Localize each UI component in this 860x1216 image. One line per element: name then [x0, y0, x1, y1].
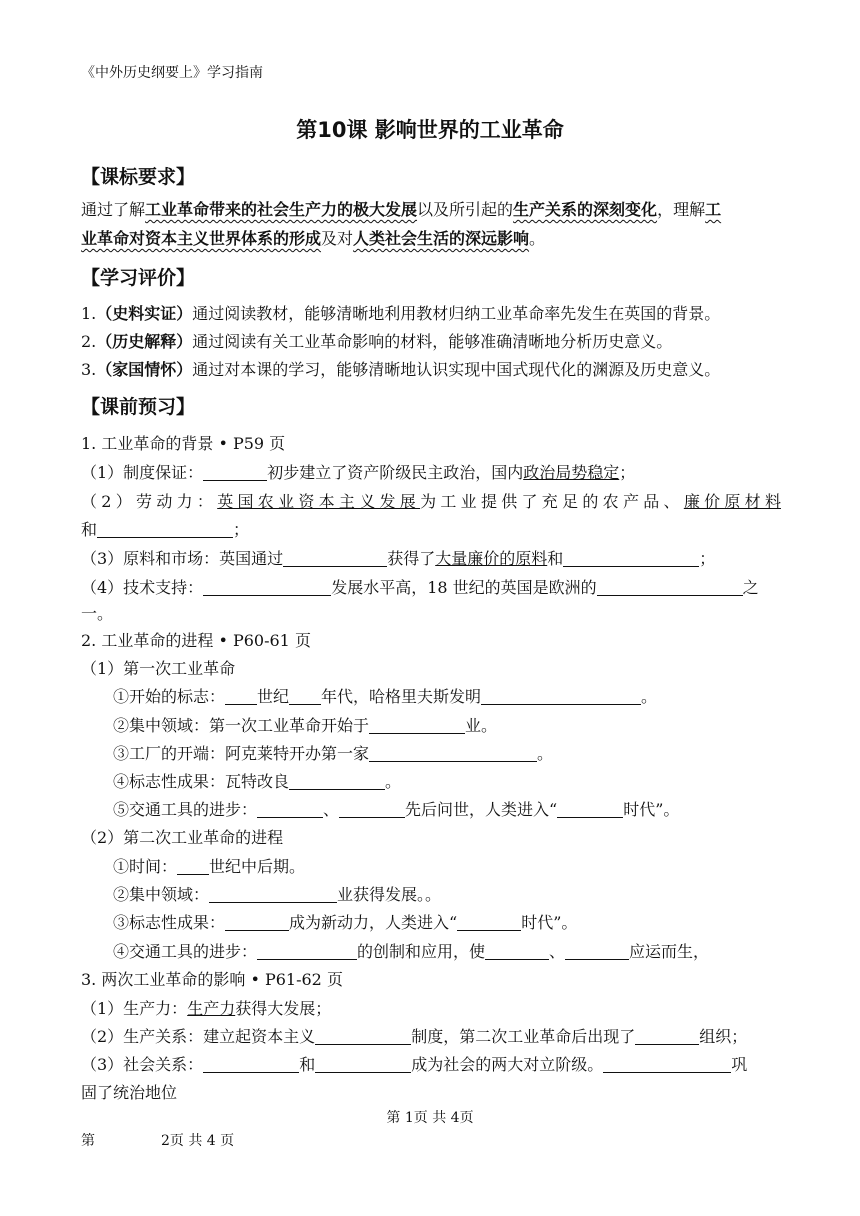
requirement-line-2	[81, 226, 545, 249]
q-text: ④标志性成果：瓦特改良	[113, 772, 290, 791]
section-heading-preview: 【课前预习】	[81, 396, 196, 418]
answer-blank[interactable]	[225, 688, 257, 705]
question-2-heading: 2. 工业革命的进程 • P60-61 页	[81, 631, 311, 650]
q2-2-line-4	[113, 939, 709, 962]
q-text: ③标志性成果：	[113, 913, 226, 932]
underlined-text: 大量廉价的原料	[435, 549, 548, 568]
item-number: 3.	[81, 360, 97, 379]
q-text: （3）原料和市场：英国通过	[81, 549, 284, 568]
q-text: （1）生产力：	[81, 999, 188, 1018]
q-text: （2）劳动力：	[81, 492, 218, 511]
question-1-heading: 1. 工业革命的背景 • P59 页	[81, 434, 286, 453]
q-text: 时代”。	[623, 800, 680, 819]
answer-blank[interactable]	[203, 579, 331, 596]
competency-tag: （史料实证）	[96, 304, 193, 323]
q1-line-4	[81, 575, 759, 598]
q-text: 、	[549, 942, 566, 961]
q-text: 应运而生，	[629, 942, 710, 961]
answer-blank[interactable]	[597, 579, 743, 596]
answer-blank[interactable]	[225, 914, 289, 931]
answer-blank[interactable]	[369, 717, 465, 734]
q-text: 世纪	[257, 687, 290, 706]
req-emphasis: 人类社会生活的深远影响	[353, 229, 530, 248]
q-text: 和	[299, 1055, 316, 1074]
q1-line-4-cont: 一。	[81, 604, 114, 623]
q2-1-line-4	[113, 769, 401, 792]
item-text: 通过阅读有关工业革命影响的材料，能够准确清晰地分析历史意义。	[192, 332, 673, 351]
q3-line-3	[81, 1052, 747, 1075]
answer-blank[interactable]	[315, 1028, 411, 1045]
q1-line-2-cont	[81, 517, 249, 540]
q-text: （2）生产关系：建立起资本主义	[81, 1027, 316, 1046]
q2-2-line-3	[113, 910, 577, 933]
page-footer-center: 第 1页 共 4页	[386, 1110, 474, 1126]
q-text: ③工厂的开端：阿克莱特开办第一家	[113, 744, 370, 763]
answer-blank[interactable]	[603, 1056, 731, 1073]
q-text: 业获得发展。。	[337, 885, 442, 904]
q-text: ；	[619, 463, 636, 482]
q-text: 巩	[731, 1055, 748, 1074]
q-text: 年代，哈格里夫斯发明	[321, 687, 482, 706]
item-text: 通过对本课的学习，能够清晰地认识实现中国式现代化的渊源及历史意义。	[192, 360, 721, 379]
competency-tag: （家国情怀）	[96, 360, 193, 379]
req-emphasis: 工业革命带来的社会生产力的极大发展	[145, 200, 418, 219]
q-text: 时代”。	[521, 913, 578, 932]
answer-blank[interactable]	[485, 943, 549, 960]
answer-blank[interactable]	[289, 688, 321, 705]
page-footer-left	[81, 1130, 95, 1150]
answer-blank[interactable]	[257, 801, 323, 818]
q-text: 组织；	[699, 1027, 748, 1046]
q2-sub-2-heading: （2）第二次工业革命的进程	[81, 828, 284, 847]
q-text: ①时间：	[113, 857, 178, 876]
answer-blank[interactable]	[257, 943, 357, 960]
q-text: 成为社会的两大对立阶级。	[411, 1055, 604, 1074]
q2-1-line-2	[113, 713, 497, 736]
q-text: （3）社会关系：	[81, 1055, 204, 1074]
answer-blank[interactable]	[203, 1056, 299, 1073]
q-text: ②集中领域：	[113, 885, 210, 904]
q-text: 的创制和应用，使	[357, 942, 486, 961]
answer-blank[interactable]	[635, 1028, 699, 1045]
q-text: ④交通工具的进步：	[113, 942, 258, 961]
q-text: 发展水平高，18 世纪的英国是欧洲的	[331, 578, 597, 597]
underlined-text: 英国农业资本主义发展	[217, 492, 421, 511]
req-emphasis: 工	[705, 200, 722, 219]
requirement-line-1	[81, 197, 721, 220]
answer-blank[interactable]	[339, 801, 405, 818]
q-text: ；	[699, 549, 716, 568]
q1-line-2	[81, 489, 781, 512]
lesson-title: 第10课 影响世界的工业革命	[296, 118, 564, 142]
q-text: 世纪中后期。	[209, 857, 306, 876]
footer-text: 第	[81, 1133, 95, 1149]
item-number: 2.	[81, 332, 97, 351]
req-text: 以及所引起的	[417, 200, 514, 219]
answer-blank[interactable]	[209, 886, 337, 903]
page-footer-left-count: 2页 共 4 页	[161, 1133, 235, 1149]
q-text: （1）制度保证：	[81, 463, 204, 482]
q1-line-1	[81, 460, 635, 483]
answer-blank[interactable]	[289, 773, 385, 790]
q-text: 成为新动力，人类进入“	[289, 913, 458, 932]
underlined-text: 廉价原材料	[683, 492, 781, 511]
item-number: 1.	[81, 304, 97, 323]
q-text: 获得了	[387, 549, 436, 568]
answer-blank[interactable]	[565, 943, 629, 960]
q-text: 初步建立了资产阶级民主政治，国内	[267, 463, 524, 482]
q2-1-line-3	[113, 741, 553, 764]
answer-blank[interactable]	[203, 464, 267, 481]
q1-line-3	[81, 546, 715, 569]
q-text: 制度，第二次工业革命后出现了	[411, 1027, 636, 1046]
competency-tag: （历史解释）	[96, 332, 193, 351]
q-text: ①开始的标志：	[113, 687, 226, 706]
q-text: 为工业提供了充足的农产品、	[420, 492, 684, 511]
underlined-text: 政治局势稳定	[523, 463, 620, 482]
section-heading-evaluation: 【学习评价】	[81, 267, 196, 289]
q3-line-3-cont: 固了统治地位	[81, 1083, 178, 1102]
q-text: 、	[323, 800, 340, 819]
answer-blank[interactable]	[369, 745, 537, 762]
req-text: 通过了解	[81, 200, 146, 219]
evaluation-item-1	[81, 301, 720, 324]
item-text: 通过阅读教材，能够清晰地利用教材归纳工业革命率先发生在英国的背景。	[192, 304, 721, 323]
answer-blank[interactable]	[283, 550, 387, 567]
section-heading-requirements: 【课标要求】	[81, 166, 196, 188]
answer-blank[interactable]	[177, 858, 209, 875]
q-text: ②集中领域：第一次工业革命开始于	[113, 716, 370, 735]
req-text: 及对	[321, 229, 354, 248]
q-text: ⑤交通工具的进步：	[113, 800, 258, 819]
q2-1-line-1	[113, 684, 657, 707]
q-text: 之	[742, 578, 759, 597]
q-text: 和	[547, 549, 564, 568]
q-text: 先后问世，人类进入“	[405, 800, 558, 819]
req-emphasis: 业革命对资本主义世界体系的形成	[81, 229, 322, 248]
q3-line-1	[81, 996, 331, 1019]
q-text: 获得大发展；	[235, 999, 332, 1018]
answer-blank[interactable]	[97, 521, 233, 538]
answer-blank[interactable]	[457, 914, 521, 931]
req-text: 。	[529, 229, 546, 248]
req-emphasis: 生产关系的深刻变化	[513, 200, 658, 219]
q-text: 。	[385, 772, 402, 791]
req-text: ，理解	[657, 200, 706, 219]
q-text: 。	[537, 744, 554, 763]
answer-blank[interactable]	[315, 1056, 411, 1073]
evaluation-item-2	[81, 329, 672, 352]
q-text: 业。	[465, 716, 498, 735]
q-text: （4）技术支持：	[81, 578, 204, 597]
q2-2-line-2	[113, 882, 441, 905]
q-text: 和	[81, 520, 98, 539]
q3-line-2	[81, 1024, 747, 1047]
answer-blank[interactable]	[563, 550, 699, 567]
question-3-heading: 3. 两次工业革命的影响 • P61-62 页	[81, 970, 343, 989]
answer-blank[interactable]	[481, 688, 641, 705]
q-text: 。	[641, 687, 658, 706]
running-header: 《中外历史纲要上》学习指南	[81, 65, 263, 81]
q2-1-line-5	[113, 797, 679, 820]
q2-2-line-1	[113, 854, 305, 877]
q2-sub-1-heading: （1）第一次工业革命	[81, 659, 236, 678]
answer-blank[interactable]	[557, 801, 623, 818]
evaluation-item-3	[81, 357, 720, 380]
underlined-text: 生产力	[187, 999, 236, 1018]
q-text: ；	[233, 520, 250, 539]
